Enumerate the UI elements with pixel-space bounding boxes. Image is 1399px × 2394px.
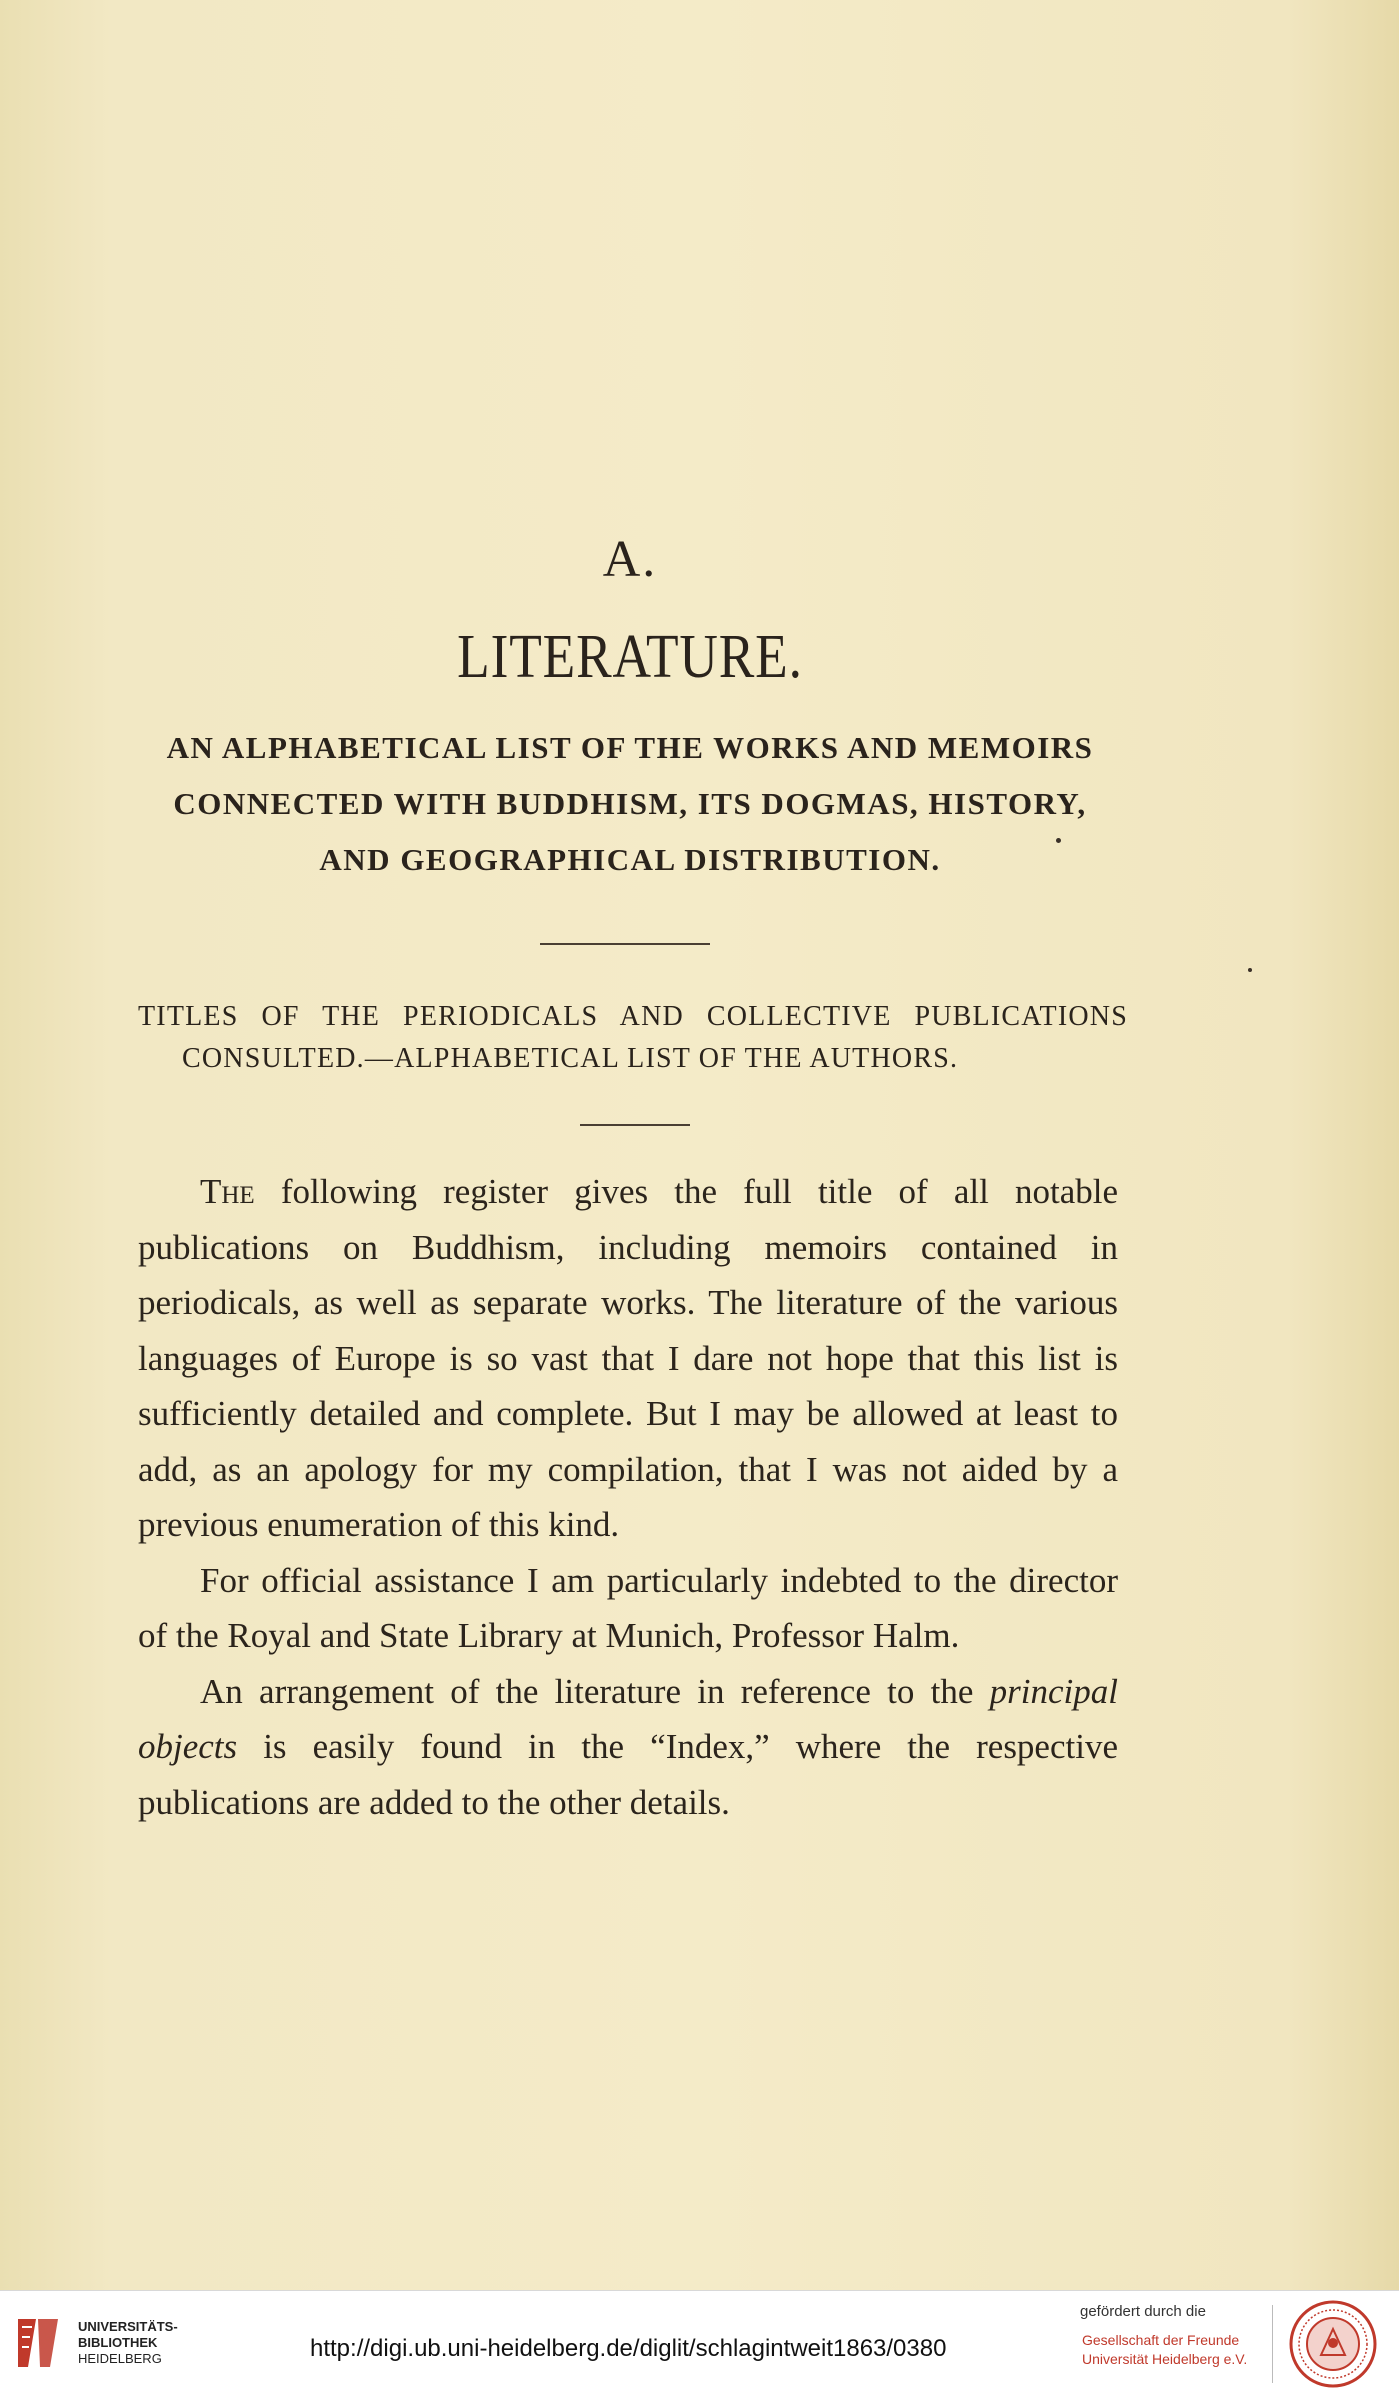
library-name-line: HEIDELBERG [78, 2351, 162, 2366]
section-letter: A. [602, 531, 658, 588]
library-name [78, 2319, 178, 2367]
sponsor-label: gefördert durch die [1080, 2303, 1206, 2320]
viewer-footer [0, 2290, 1399, 2394]
speck [1056, 838, 1061, 843]
subtitle-line: AND GEOGRAPHICAL DISTRIBUTION. [319, 842, 941, 877]
page-title: LITERATURE. [457, 623, 803, 691]
library-logo-icon [14, 2313, 62, 2373]
footer-divider [1272, 2305, 1273, 2383]
subtitle [140, 720, 1120, 888]
sponsor-name-line: Gesellschaft der Freunde [1082, 2332, 1240, 2348]
section-heading [138, 996, 1128, 1080]
paragraph [138, 1664, 1118, 1831]
paragraph-lead: The [200, 1172, 255, 1211]
speck [1248, 968, 1252, 972]
divider-rule [540, 943, 710, 945]
paragraph-text: An arrangement of the literature in reference to the [200, 1671, 990, 1711]
sponsor-name-line: Universität Heidelberg e.V. [1082, 2351, 1248, 2367]
paragraph-text: following register gives the full title of all notable publications on Buddhism, including memoirs contained in periodicals, as well as separate works. The literature of the various languages of Europe is so vast that I dare not hope that this list is sufficiently detailed and complete. But I may be allowed at least to add, as an apology for my compilation, that I was not aided by a previous enumeration of this kind. [138, 1172, 1118, 1544]
sponsor-name [1082, 2331, 1247, 2369]
body-text [138, 1164, 1118, 1830]
section-heading-line: TITLES OF THE PERIODICALS AND COLLECTIVE PUBLICATIONS [138, 1001, 1128, 1032]
section-heading-line: CONSULTED.—ALPHABETICAL LIST OF THE AUTHORS. [182, 1043, 959, 1074]
paragraph [138, 1164, 1118, 1553]
divider-rule [580, 1124, 690, 1126]
library-name-line: UNIVERSITÄTS- [78, 2319, 178, 2334]
university-seal-icon [1288, 2299, 1378, 2389]
paragraph-text: is easily found in the “Index,” where the respective publications are added to the other details. [138, 1727, 1118, 1822]
subtitle-line: CONNECTED WITH BUDDHISM, ITS DOGMAS, HISTORY, [173, 786, 1087, 821]
subtitle-line: AN ALPHABETICAL LIST OF THE WORKS AND MEMOIRS [166, 730, 1094, 765]
permalink-url[interactable]: http://digi.ub.uni-heidelberg.de/diglit/schlagintweit1863/0380 [310, 2335, 947, 2362]
emphasis: principal objects [138, 1671, 1118, 1766]
library-name-line: BIBLIOTHEK [78, 2335, 158, 2350]
paragraph: For official assistance I am particularly indebted to the director of the Royal and State Library at Munich, Professor Halm. [138, 1560, 1118, 1655]
